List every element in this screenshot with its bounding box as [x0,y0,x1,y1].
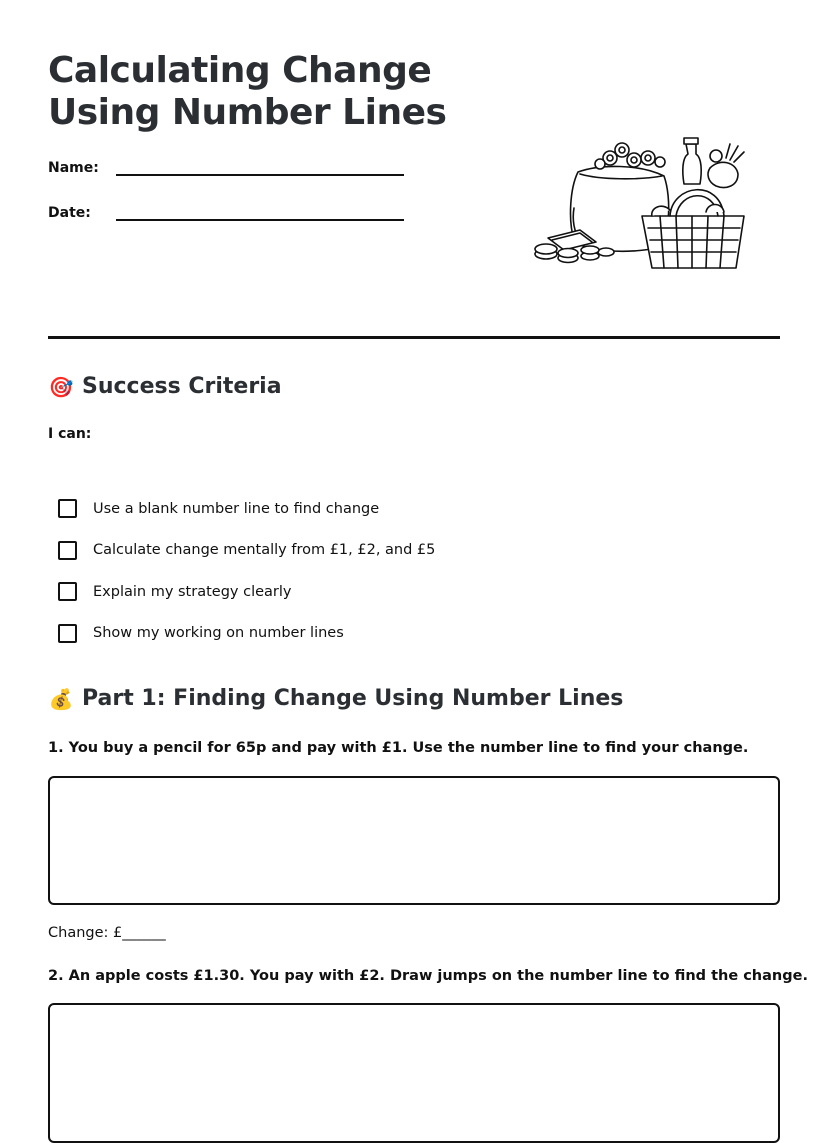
criteria-checkbox[interactable] [58,499,77,518]
section-divider [48,336,780,339]
question-2: 2. An apple costs £1.30. You pay with £2. Draw jumps on the number line to find the change. [48,968,808,984]
number-line-answer-box-2[interactable] [48,1003,780,1143]
part1-title: Part 1: Finding Change Using Number Lines [82,686,624,711]
criteria-checkbox[interactable] [58,624,77,643]
name-label: Name: [48,160,99,176]
date-field [48,205,404,221]
criteria-label: Explain my strategy clearly [93,583,292,600]
worksheet-title [48,50,446,134]
success-criteria-list [58,488,435,654]
criteria-label: Use a blank number line to find change [93,500,380,517]
date-label: Date: [48,205,91,221]
success-criteria-heading [48,374,282,399]
criteria-item [58,488,435,530]
name-line[interactable] [116,160,404,176]
criteria-checkbox[interactable] [58,541,77,560]
date-line[interactable] [116,205,404,221]
change-answer-label: Change: £______ [48,925,166,941]
name-field [48,160,404,176]
criteria-item [58,530,435,572]
criteria-label: Show my working on number lines [93,625,344,642]
dart-target-icon: 🎯 [48,374,74,399]
i-can-label: I can: [48,426,92,442]
shopping-money-illustration [530,128,760,278]
title-line-2: Using Number Lines [48,92,447,133]
title-line-1: Calculating Change [48,50,432,91]
criteria-checkbox[interactable] [58,582,77,601]
number-line-answer-box-1[interactable] [48,776,780,905]
part1-heading [48,686,623,711]
criteria-label: Calculate change mentally from £1, £2, and £5 [93,542,436,559]
criteria-item [58,571,435,613]
criteria-item [58,613,435,655]
success-criteria-title: Success Criteria [82,374,282,399]
money-bag-icon: 💰 [48,686,74,711]
question-1: 1. You buy a pencil for 65p and pay with £1. Use the number line to find your change. [48,740,749,756]
